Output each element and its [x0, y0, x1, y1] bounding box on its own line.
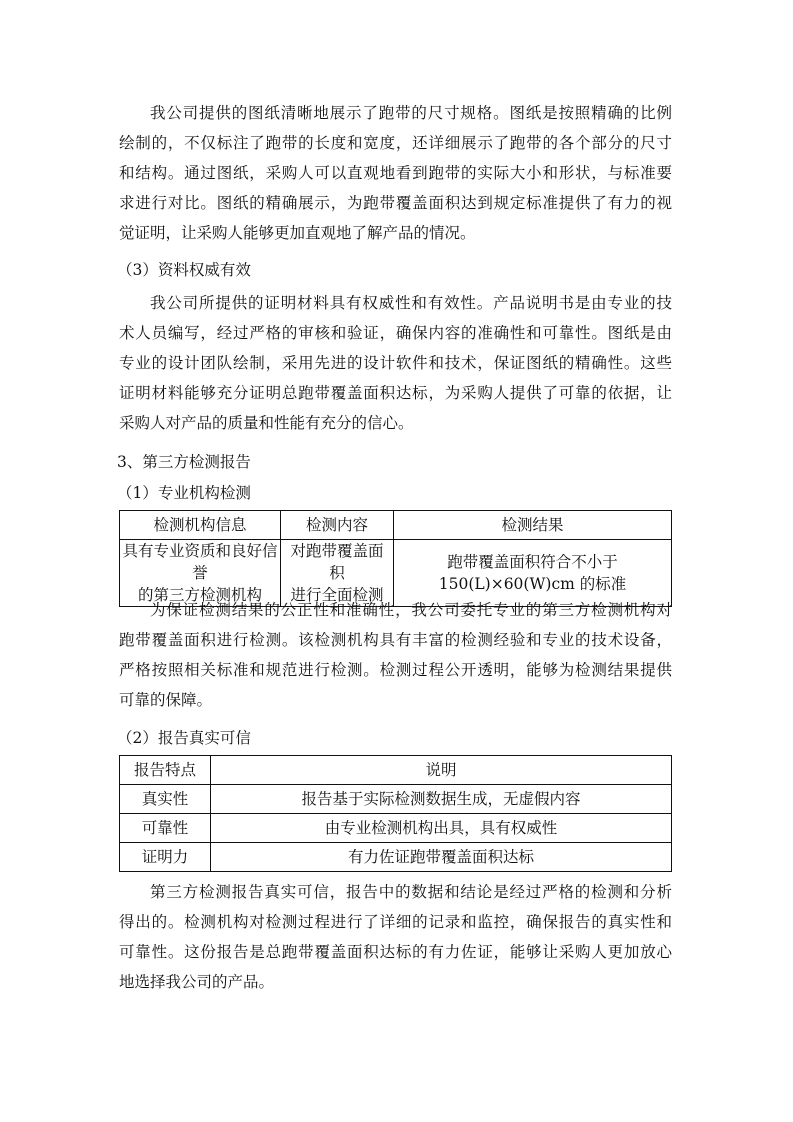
table-cell: 证明力 — [120, 843, 211, 872]
paragraph-authority — [119, 288, 672, 438]
table-cell: 真实性 — [120, 785, 211, 814]
text-line: 第三方检测报告真实可信，报告中的数据和结论是经过严格的检测和分析 — [150, 883, 672, 901]
text-line: 专业的设计团队绘制，采用先进的设计软件和技术，保证图纸的精确性。这些 — [119, 354, 672, 372]
table-cell: 由专业检测机构出具，具有权威性 — [211, 814, 672, 843]
text-line: 地选择我公司的产品。 — [119, 973, 275, 991]
heading-authoritative: （3）资料权威有效 — [117, 261, 251, 279]
text-line: 求进行对比。图纸的精确展示，为跑带覆盖面积达到规定标准提供了有力的视 — [119, 194, 672, 212]
report-table — [119, 755, 672, 872]
text-line: 可靠的保障。 — [119, 691, 213, 709]
paragraph-drawings — [119, 98, 672, 248]
paragraph-report — [119, 877, 672, 997]
text-line: 觉证明，让采购人能够更加直观地了解产品的情况。 — [119, 224, 476, 242]
testing-table — [119, 510, 672, 607]
table-cell: 可靠性 — [120, 814, 211, 843]
text-line: 术人员编写，经过严格的审核和验证，确保内容的准确性和可靠性。图纸是由 — [119, 324, 672, 342]
text-line: 绘制的，不仅标注了跑带的长度和宽度，还详细展示了跑带的各个部分的尺寸 — [119, 134, 672, 152]
paragraph-testing — [119, 595, 672, 715]
text-line: 可靠性。这份报告是总跑带覆盖面积达标的有力佐证，能够让采购人更加放心 — [119, 943, 672, 961]
header-cell: 检测结果 — [394, 511, 672, 540]
header-cell: 检测内容 — [281, 511, 394, 540]
table-cell: 有力佐证跑带覆盖面积达标 — [211, 843, 672, 872]
header-cell: 检测机构信息 — [120, 511, 281, 540]
text-line: 采购人对产品的质量和性能有充分的信心。 — [119, 414, 414, 432]
text-line: 为保证检测结果的公正性和准确性，我公司委托专业的第三方检测机构对 — [150, 601, 672, 619]
table-cell: 具有专业资质和良好信誉 的第三方检测机构 — [120, 540, 281, 607]
text-line: 证明材料能够充分证明总跑带覆盖面积达标，为采购人提供了可靠的依据，让 — [119, 384, 672, 402]
header-cell: 报告特点 — [120, 756, 211, 785]
text-line: 得出的。检测机构对检测过程进行了详细的记录和监控，确保报告的真实性和 — [119, 913, 672, 931]
table-cell: 对跑带覆盖面积 进行全面检测 — [281, 540, 394, 607]
text-line: 我公司所提供的证明材料具有权威性和有效性。产品说明书是由专业的技 — [150, 294, 672, 312]
heading-third-party-report: 3、第三方检测报告 — [117, 453, 251, 471]
header-cell: 说明 — [211, 756, 672, 785]
text-line: 跑带覆盖面积进行检测。该检测机构具有丰富的检测经验和专业的技术设备， — [119, 631, 672, 649]
table-cell: 报告基于实际检测数据生成，无虚假内容 — [211, 785, 672, 814]
table-cell: 跑带覆盖面积符合不小于 150(L)×60(W)cm 的标准 — [394, 540, 672, 607]
heading-professional-testing: （1）专业机构检测 — [117, 484, 251, 502]
heading-report-credible: （2）报告真实可信 — [117, 729, 251, 747]
text-line: 和结构。通过图纸，采购人可以直观地看到跑带的实际大小和形状，与标准要 — [119, 164, 672, 182]
text-line: 严格按照相关标准和规范进行检测。检测过程公开透明，能够为检测结果提供 — [119, 661, 672, 679]
text-line: 我公司提供的图纸清晰地展示了跑带的尺寸规格。图纸是按照精确的比例 — [150, 104, 672, 122]
